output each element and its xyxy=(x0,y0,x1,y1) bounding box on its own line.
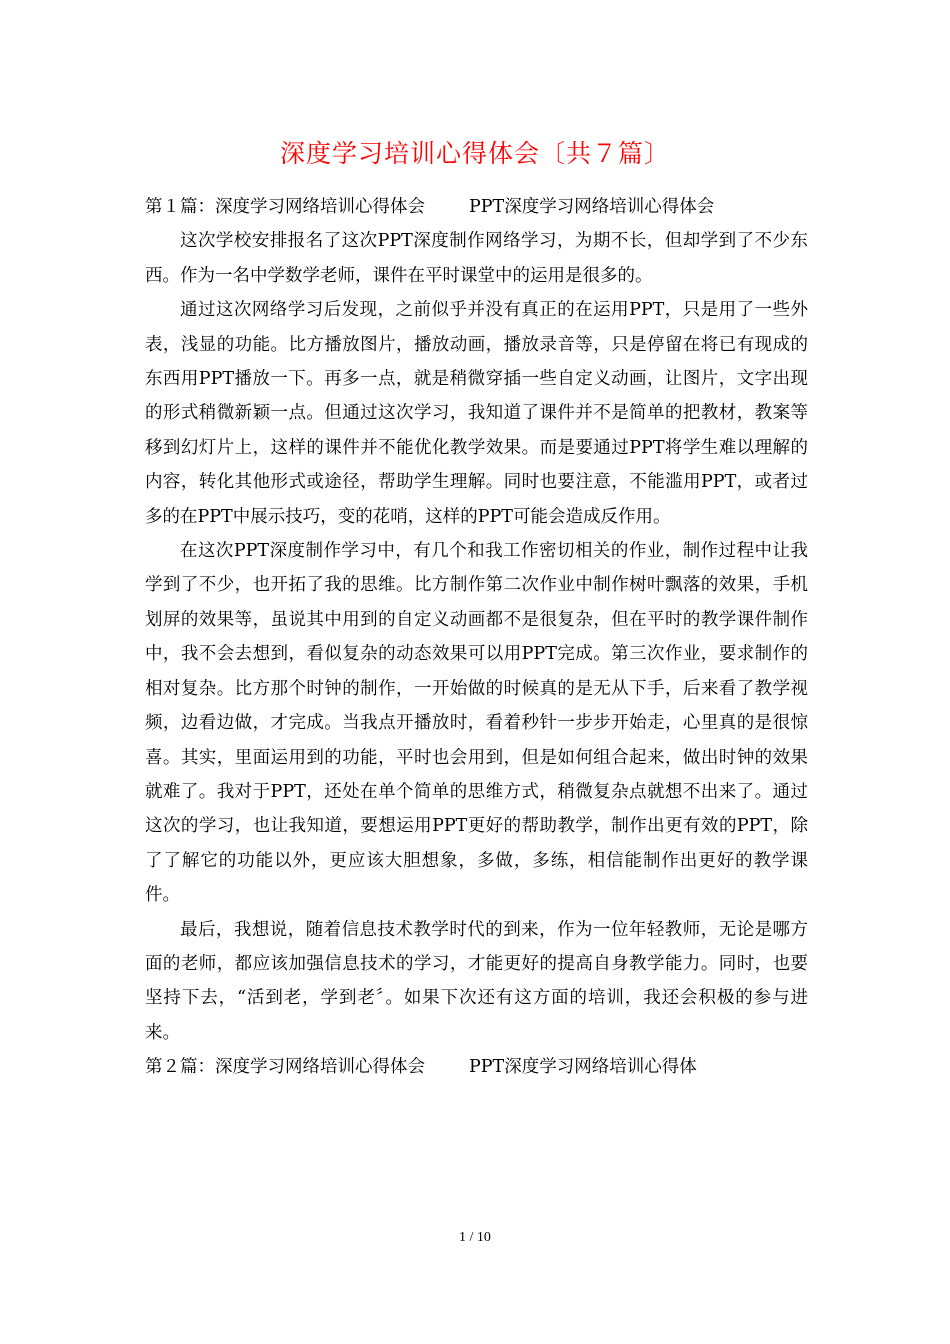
section-title: 第２篇：深度学习网络培训心得体会 xyxy=(145,1057,425,1078)
page-number: 1 / 10 xyxy=(459,1230,491,1245)
paragraph: 最后，我想说，随着信息技术教学时代的到来，作为一位年轻教师，无论是哪方面的老师，都应该加强信息技术的学习，才能更好的提高自身教学能力。同时，也要坚持下去，“活到老，学到老〞。如果下次还有这方面的培训，我还会积极的参与进来。 xyxy=(145,919,808,1043)
paragraph: 这次学校安排报名了这次PPT深度制作网络学习，为期不长，但却学到了不少东西。作为一名中学数学老师，课件在平时课堂中的运用是很多的。 xyxy=(145,231,808,286)
section-title: 第１篇：深度学习网络培训心得体会 xyxy=(145,197,425,217)
section-heading xyxy=(145,190,808,224)
section-subtitle: PPT深度学习网络培训心得体 xyxy=(469,1057,697,1078)
section-subtitle: PPT深度学习网络培训心得体会 xyxy=(469,197,715,217)
paragraph: 在这次PPT深度制作学习中，有几个和我工作密切相关的作业，制作过程中让我学到了不少，也开拓了我的思维。比方制作第二次作业中制作树叶飘落的效果，手机划屏的效果等，虽说其中用到的自定义动画都不是很复杂，但在平时的教学课件制作中，我不会去想到，看似复杂的动态效果可以用PPT完成。第三次作业，要求制作的相对复杂。比方那个时钟的制作，一开始做的时候真的是无从下手，后来看了教学视频，边看边做，才完成。当我点开播放时，看着秒针一步步开始走，心里真的是很惊喜。其实，里面运用到的功能，平时也会用到，但是如何组合起来，做出时钟的效果就难了。我对于PPT，还处在单个简单的思维方式，稍微复杂点就想不出来了。通过这次的学习，也让我知道，要想运用PPT更好的帮助教学，制作出更有效的PPT，除了了解它的功能以外，更应该大胆想象，多做，多练，相信能制作出更好的教学课件。 xyxy=(145,541,808,906)
document-body xyxy=(145,190,808,1085)
section-heading xyxy=(145,1050,808,1084)
paragraph: 通过这次网络学习后发现，之前似乎并没有真正的在运用PPT，只是用了一些外表，浅显的功能。比方播放图片，播放动画，播放录音等，只是停留在将已有现成的东西用PPT播放一下。再多一点，就是稍微穿插一些自定义动画，让图片，文字出现的形式稍微新颖一点。但通过这次学习，我知道了课件并不是简单的把教材，教案等移到幻灯片上，这样的课件并不能优化教学效果。而是要通过PPT将学生难以理解的内容，转化其他形式或途径，帮助学生理解。同时也要注意，不能滥用PPT，或者过多的在PPT中展示技巧，变的花哨，这样的PPT可能会造成反作用。 xyxy=(145,300,808,527)
page-title: 深度学习培训心得体会〔共７篇〕 xyxy=(279,139,670,168)
